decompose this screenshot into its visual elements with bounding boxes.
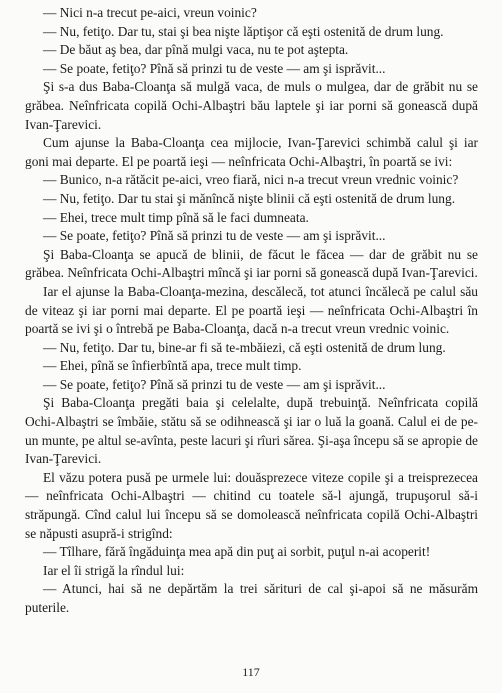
paragraph: Şi Baba-Cloanţa pregăti baia şi celelalte, după trebuinţă. Neînfricata copilă Ochi-Albaştri se îmbăie, stătu să se odihnească şi iar o luă la goană. Calul ei de pe-un munte, pe altul se-avînta, peste lacuri şi rîuri sărea. Şi-aşa începu să se apropie de Ivan-Ţarevici. xyxy=(25,395,478,467)
paragraph: Iar el ajunse la Baba-Cloanţa-mezina, descălecă, tot atunci încălecă pe calul său de viteaz şi iar porni mai departe. El pe poartă ieşi — neînfricata Ochi-Albaştri în poartă se ivi şi o întrebă pe Baba-Cloanţa, dacă n-a trecut vreun vrednic voinic. xyxy=(25,283,478,337)
paragraph: Şi s-a dus Baba-Cloanţa să mulgă vaca, de muls o mulgea, dar de grăbit nu se grăbea. Neînfricata copilă Ochi-Albaştri bău laptele şi iar porni să gonească după Ivan-Ţarevici. xyxy=(25,79,478,132)
body-text xyxy=(25,4,478,618)
paragraph: — Bunico, n-a rătăcit pe-aici, vreo fiară, nici n-a trecut vreun vrednic voinic? xyxy=(43,172,459,188)
paragraph: — Nu, fetiţo. Dar tu, bine-ar fi să te-mbăiezi, că eşti ostenită de drum lung. xyxy=(43,339,446,355)
paragraph: — Ehei, trece mult timp pînă să le faci dumneata. xyxy=(43,209,309,225)
paragraph: Cum ajunse la Baba-Cloanţa cea mijlocie, Ivan-Ţarevici schimbă calul şi iar goni mai departe. El pe poartă ieşi — neînfricata Ochi-Albaştri, în poartă se ivi: xyxy=(25,135,478,169)
paragraph: Şi Baba-Cloanţa se apucă de blinii, de făcut le făcea — dar de grăbit nu se grăbea. Neînfricata Ochi-Albaştri mîncă şi iar porni să gonească după Ivan-Ţarevici. xyxy=(25,246,478,281)
paragraph: — Se poate, fetiţo? Pînă să prinzi tu de veste — am şi isprăvit... xyxy=(43,228,386,244)
paragraph: — Nu, fetiţo. Dar tu stai şi mănîncă nişte blinii că eşti ostenită de drum lung. xyxy=(43,190,456,206)
paragraph: — Tîlhare, fără îngăduinţa mea apă din puţ ai sorbit, puţul n-ai acoperit! xyxy=(43,544,431,560)
page-number: 117 xyxy=(242,665,260,679)
paragraph: — Se poate, fetiţo? Pînă să prinzi tu de veste — am şi isprăvit... xyxy=(43,376,386,392)
paragraph: — Nu, fetiţo. Dar tu, stai şi bea nişte lăptişor că eşti ostenită de drum lung. xyxy=(43,23,444,39)
paragraph: — Se poate, fetiţo? Pînă să prinzi tu de veste — am şi isprăvit... xyxy=(43,60,386,76)
paragraph: — De băut aş bea, dar pînă mulgi vaca, nu te pot aştepta. xyxy=(43,42,349,58)
paragraph: Iar el îi strigă la rîndul lui: xyxy=(43,562,185,578)
paragraph: — Ehei, pînă se înfierbîntă apa, trece mult timp. xyxy=(43,358,302,374)
paragraph: El văzu potera pusă pe urmele lui: douăsprezece viteze copile şi a treisprezecea — neînfricata Ochi-Albaştri — chitind cu toatele să-l ajungă, trupuşorul să-i străpungă. Cînd calul lui începu să se domolească neînfricata copilă Ochi-Albaştri se năpusti asupră-i strigînd: xyxy=(25,469,478,541)
paragraph: — Atunci, hai să ne depărtăm la trei sărituri de cal şi-apoi să ne măsurăm puterile. xyxy=(25,581,478,615)
paragraph: — Nici n-a trecut pe-aici, vreun voinic? xyxy=(43,5,257,20)
